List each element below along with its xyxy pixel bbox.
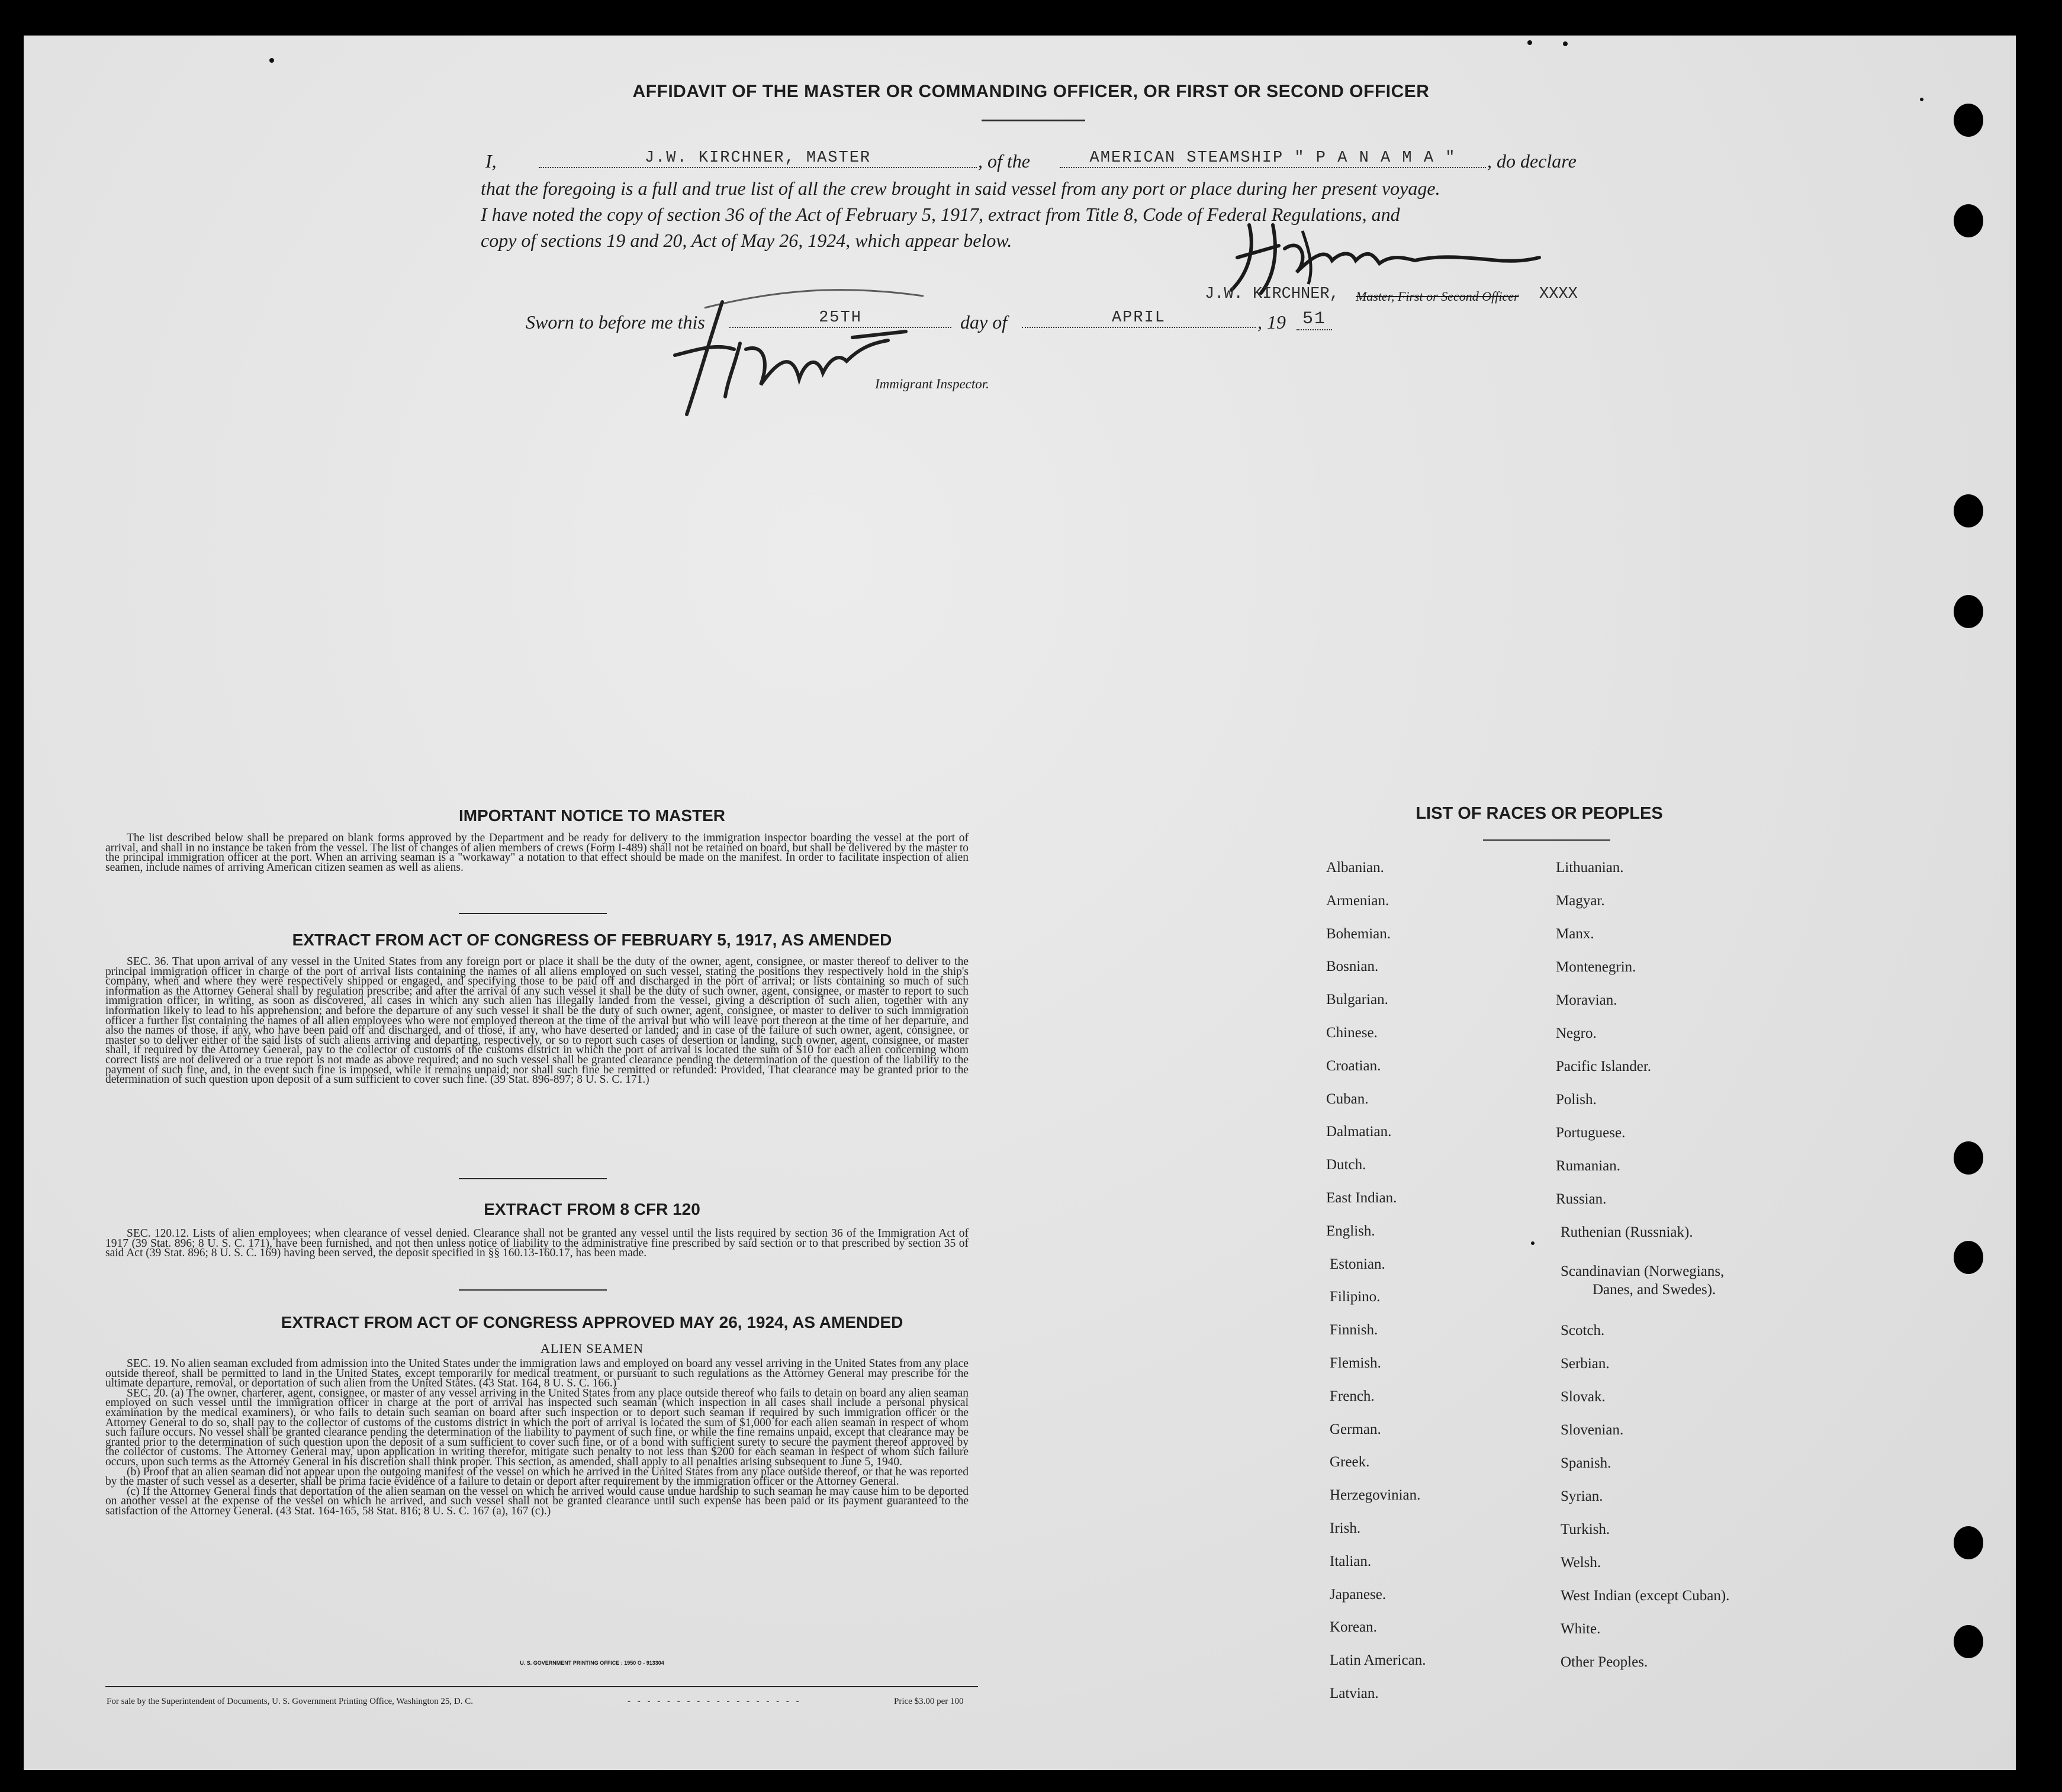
i-label: I, [485, 150, 497, 172]
inspector-label: Immigrant Inspector. [875, 377, 989, 391]
extract-cfr-body [105, 1229, 969, 1259]
race-item: German. [1330, 1421, 1381, 1437]
affidavit-title: AFFIDAVIT OF THE MASTER OR COMMANDING OFFICER, OR FIRST OR SECOND OFFICER [632, 82, 1430, 101]
race-item: Irish. [1330, 1520, 1361, 1536]
race-item: Turkish. [1561, 1521, 1610, 1537]
binder-hole [1954, 494, 1983, 527]
race-item: East Indian. [1326, 1190, 1397, 1206]
race-item: Bulgarian. [1326, 992, 1388, 1008]
leader-dots: - - - - - - - - - - - - - - - - - - [628, 1697, 802, 1706]
race-item: Moravian. [1556, 992, 1617, 1008]
race-item: Pacific Islander. [1556, 1059, 1652, 1074]
sworn-month-field: APRIL [1022, 309, 1256, 328]
race-item: West Indian (except Cuban). [1561, 1588, 1730, 1604]
price-note: Price $3.00 per 100 [894, 1697, 964, 1706]
gpo-imprint: U. S. GOVERNMENT PRINTING OFFICE : 1950 O - 913304 [520, 1660, 664, 1666]
speck [1563, 41, 1568, 46]
race-item: Korean. [1330, 1619, 1377, 1636]
binder-hole [1954, 595, 1983, 628]
affidavit-line: copy of sections 19 and 20, Act of May 26, 1924, which appear below. [481, 230, 1012, 251]
day-of-label: day of [960, 311, 1008, 333]
race-item: Estonian. [1330, 1256, 1385, 1272]
race-item: Syrian. [1561, 1488, 1603, 1504]
signer-role: Master, First or Second Officer [1356, 289, 1519, 304]
sale-notice: For sale by the Superintendent of Documents, U. S. Government Printing Office, Washington 25, D. C. [107, 1697, 473, 1706]
race-item: English. [1326, 1222, 1375, 1239]
of-the-label: , of the [978, 150, 1030, 172]
race-item: Bosnian. [1326, 958, 1379, 975]
speck [269, 58, 274, 63]
race-item: Greek. [1330, 1454, 1370, 1471]
race-item: Scandinavian (Norwegians, [1561, 1263, 1725, 1279]
divider [1483, 839, 1610, 841]
divider [982, 120, 1085, 121]
signer-name: J.W. KIRCHNER, [1205, 285, 1339, 303]
race-item: Negro. [1556, 1025, 1597, 1041]
race-item: Welsh. [1561, 1555, 1601, 1571]
notice-title: IMPORTANT NOTICE TO MASTER [458, 806, 726, 825]
race-item: Magyar. [1556, 893, 1605, 909]
year-prefix: , 19 [1257, 311, 1286, 333]
extract-1924-title: EXTRACT FROM ACT OF CONGRESS APPROVED MAY 26, 1924, AS AMENDED [281, 1313, 903, 1331]
sworn-year-field: 51 [1297, 309, 1332, 330]
affidavit-line: that the foregoing is a full and true list of all the crew brought in said vessel from any port or place during her present voyage. [481, 178, 1440, 199]
sec20b-paragraph: (b) Proof that an alien seaman did not appear upon the outgoing manifest of the vessel on which he arrived in the United States from any place outside thereof, or that he was reported by the master of such vessel as a deserter, shall be prima facie evidence of a failure to detain or deport after requirement by the immigration officer or the Attorney General. [105, 1465, 969, 1488]
extract-1924-body [105, 1359, 969, 1517]
master-name-field: J.W. KIRCHNER, MASTER [539, 149, 977, 168]
sec20c-paragraph: (c) If the Attorney General finds that deportation of the alien seaman on the vessel on which he arrived would cause undue hardship to such seaman he may cause him to be deported on another vessel at the expense of the vessel on which he arrived, and such vessel shall not be granted clearance until such expense has been paid or its payment guaranteed to the satisfaction of the Attorney General. (43 Stat. 164-165, 58 Stat. 816; 8 U. S. C. 167 (a), 167 (c).) [105, 1485, 969, 1517]
race-item: Ruthenian (Russniak). [1561, 1224, 1693, 1240]
extract-1917-title: EXTRACT FROM ACT OF CONGRESS OF FEBRUARY 5, 1917, AS AMENDED [292, 931, 892, 949]
sec120-paragraph: SEC. 120.12. Lists of alien employees; when clearance of vessel denied. Clearance shall not be granted any vessel until the lists required by section 36 of the Immigration Act of 1917 (39 Stat. 896; 8 U. S. C. 171), have been furnished, and not then unless notice of liability to the administrative fine prescribed by said section or to that prescribed by section 35 of said Act (39 Stat. 896; 8 U. S. C. 169) having been served, the deposit specified in §§ 160.13-160.17, has been made. [105, 1227, 969, 1260]
race-item: Manx. [1556, 926, 1594, 942]
race-item: French. [1330, 1388, 1375, 1404]
sec36-paragraph: SEC. 36. That upon arrival of any vessel in the United States from any foreign port or place it shall be the duty of the owner, agent, consignee, or master thereof to deliver to the principal immigration officer in charge of the port of arrival lists containing the names of all aliens employed on such vessel, stating the positions they respectively hold in the ship's company, when and where they were respectively shipped or engaged, and specifying those to be paid off and discharged in the port of arrival; or lists containing so much of such information as the Attorney General shall by regulation prescribe; and after the arrival of any such vessel it shall be the duty of such owner, agent, consignee, or master to report to such immigration officer, in writing, as soon as discovered, all cases in which any such alien has illegally landed from the vessel, giving a description of such alien, together with any information likely to lead to his apprehension; and before the departure of any such vessel it shall be the duty of such owner, agent, consignee, or master to deliver to such immigration officer a further list containing the names of all alien employees who were not employed thereon at the time of the arrival but who will leave port thereon at the time of her departure, and also the names of those, if any, who have been paid off and discharged, and of those, if any, who have deserted or landed; and in case of the failure of such owner, agent, consignee, or master so to deliver either of the said lists of such aliens arriving and departing, respectively, or so to report such cases of desertion or landing, such owner, agent, consignee, or master shall, if required by the Attorney General, pay to the collector of customs of the customs district in which the port of arrival is located the sum of $10 for each alien concerning whom correct lists are not delivered or a true report is not made as above required; and no such vessel shall be granted clearance pending the determination of the question of the liability to the payment of such fine, and, in the event such fine is imposed, while it remains unpaid; nor shall such fine be remitted or refunded: Provided, That clearance may be granted prior to the determination of such question upon deposit of a sum sufficient to cover such fine. (39 Stat. 896-897; 8 U. S. C. 171.) [105, 955, 969, 1086]
speck [1527, 40, 1532, 45]
race-item: Cuban. [1326, 1090, 1369, 1107]
race-item: Flemish. [1330, 1355, 1381, 1371]
race-item: White. [1561, 1621, 1601, 1637]
declare-label: , do declare [1487, 150, 1577, 172]
sworn-day-field: 25TH [729, 309, 951, 328]
race-item: Lithuanian. [1556, 860, 1624, 876]
inspector-signature [628, 284, 935, 426]
race-item: Armenian. [1326, 892, 1389, 909]
binder-hole [1954, 1625, 1983, 1658]
race-item: Finnish. [1330, 1322, 1378, 1339]
binder-hole [1954, 1526, 1983, 1559]
notice-body [105, 834, 969, 873]
race-item: Bohemian. [1326, 925, 1391, 942]
race-item: Latin American. [1330, 1652, 1426, 1669]
race-item: Polish. [1556, 1092, 1597, 1108]
vessel-name-field: AMERICAN STEAMSHIP " P A N A M A " [1060, 149, 1486, 168]
notice-paragraph: The list described below shall be prepared on blank forms approved by the Department and be ready for delivery to the immigration inspector boarding the vessel at the port of arrival, and shall in no instance be taken from the vessel. The list of changes of alien members of crews (Form I-489) shall not be retained on board, but shall be delivered by the master to the principal immigration officer at the port. When an arriving seaman is a "workaway" a notation to that effect should be made on the manifest. In order to facilitate inspection of alien seamen, include names of arriving American citizen seamen as well as aliens. [105, 832, 969, 874]
extract-1917-body [105, 957, 969, 1085]
race-item: Dutch. [1326, 1157, 1366, 1173]
divider [459, 1289, 607, 1291]
race-item: Herzegovinian. [1330, 1487, 1421, 1504]
speck [1531, 1241, 1535, 1245]
race-item: Other Peoples. [1561, 1654, 1648, 1670]
race-item: Spanish. [1561, 1455, 1611, 1471]
binder-hole [1954, 204, 1983, 237]
race-item: Rumanian. [1556, 1158, 1621, 1174]
race-item: Danes, and Swedes). [1593, 1282, 1716, 1298]
race-item: Montenegrin. [1556, 959, 1636, 975]
alien-seamen-subtitle: ALIEN SEAMEN [541, 1341, 644, 1356]
binder-hole [1954, 104, 1983, 137]
race-item: Scotch. [1561, 1323, 1605, 1339]
race-item: Chinese. [1326, 1025, 1378, 1041]
race-item: Portuguese. [1556, 1125, 1626, 1141]
race-item: Italian. [1330, 1553, 1372, 1569]
race-item: Slovak. [1561, 1389, 1606, 1405]
divider [459, 913, 607, 914]
race-item: Russian. [1556, 1191, 1607, 1207]
sec19-paragraph: SEC. 19. No alien seaman excluded from admission into the United States under the immigration laws and employed on board any vessel arriving in the United States from any place outside thereof, shall be permitted to land in the United States, except temporarily for medical treatment, or pursuant to such regulations as the Attorney General may prescribe for the ultimate departure, removal, or deportation of such alien from the United States. (43 Stat. 164, 8 U. S. C. 166.) [105, 1357, 969, 1390]
divider [459, 1178, 607, 1179]
race-item: Filipino. [1330, 1289, 1381, 1305]
affidavit-line: I have noted the copy of section 36 of the Act of February 5, 1917, extract from Title 8, Code of Federal Regulations, and [481, 204, 1400, 225]
binder-hole [1954, 1141, 1983, 1175]
binder-hole [1954, 1241, 1983, 1274]
race-item: Croatian. [1326, 1057, 1381, 1074]
race-item: Slovenian. [1561, 1422, 1624, 1438]
race-item: Albanian. [1326, 860, 1384, 876]
race-item: Latvian. [1330, 1685, 1379, 1701]
extract-cfr-title: EXTRACT FROM 8 CFR 120 [484, 1200, 700, 1218]
sec20a-paragraph: SEC. 20. (a) The owner, charterer, agent, consignee, or master of any vessel arriving in the United States from any place outside thereof who fails to detain on board any alien seaman employed on such vessel until the immigration officer in charge at the port of arrival has inspected such seaman (which inspection in all cases shall include a personal physical examination by the medical examiners), or who fails to detain such seaman on board after such inspection or to deport such seaman if required by such immigration officer or the Attorney General to do so, shall pay to the collector of customs of the customs district in which the port of arrival is located the sum of $1,000 for each alien seaman in respect of whom such failure occurs. No vessel shall be granted clearance pending the determination of the liability to payment of such fine, or while the fine remains unpaid, except that clearance may be granted prior to the determination of such question upon the deposit of a sum sufficient to cover such fine, or of a bond with sufficient surety to secure the payment thereof approved by the collector of customs. The Attorney General may, upon application in writing therefor, mitigate such penalty to not less than $200 for each seaman in respect of whom such failure occurs, upon such terms as the Attorney General in his discretion shall think proper. This section, as amended, shall apply to all penalties arising subsequent to June 5, 1940. [105, 1386, 969, 1468]
signer-trail: XXXX [1539, 285, 1578, 303]
sworn-label: Sworn to before me this [526, 311, 705, 333]
footer-rule [105, 1686, 978, 1687]
race-item: Serbian. [1561, 1356, 1610, 1372]
race-item: Japanese. [1330, 1586, 1387, 1603]
race-item: Dalmatian. [1326, 1124, 1392, 1140]
races-title: LIST OF RACES OR PEOPLES [1416, 804, 1663, 823]
